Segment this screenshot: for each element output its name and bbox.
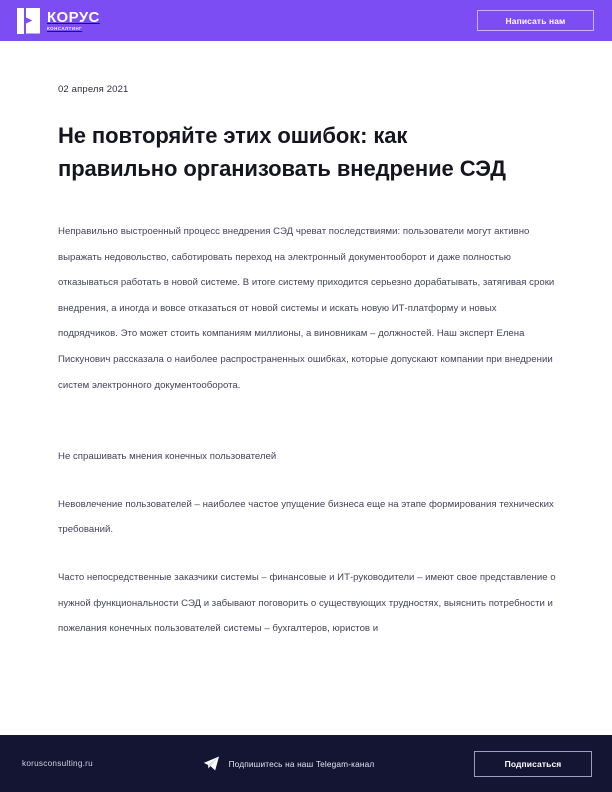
article-body [58,219,556,642]
site-footer [0,735,612,792]
footer-cta-text: Подпишитесь на наш Telegam-канал [228,758,375,769]
page-title: Не повторяйте этих ошибок: как правильно организовать внедрение СЭД [58,123,506,181]
korus-logo-icon [17,8,40,34]
footer-domain: korusconsulting.ru [22,759,93,768]
brand-logo-link[interactable] [17,8,100,34]
telegram-icon [203,756,220,771]
footer-telegram-cta [103,756,474,771]
brand-name: КОРУС [47,8,100,26]
article-paragraph: Неправильно выстроенный процесс внедрения СЭД чреват последствиями: пользователи могут активно выражать недовольство, саботировать переход на электронный документооборот и даже полностью отказываться работать в новой системе. В итоге систему приходится серьезно дорабатывать, затягивая сроки внедрения, а иногда и вовсе отказаться от новой системы и искать новую ИТ-платформу и новых подрядчиков. Это может стоить компаниям миллионы, а виновникам – должностей. Наш эксперт Елена Пискунович рассказала о наиболее распространенных ошибках, которые допускают компании при внедрении систем электронного документооборота. [58,226,555,391]
contact-us-button[interactable]: Написать нам [477,10,594,31]
brand-wordmark [47,10,100,31]
article-content [0,41,612,735]
article-date: 02 апреля 2021 [58,84,129,95]
brand-subtitle: КОНСАЛТИНГ [47,25,83,31]
article-subheading: Не спрашивать мнения конечных пользователей [58,451,277,463]
article-paragraph: Часто непосредственные заказчики системы – финансовые и ИТ-руководители – имеют свое представление о нужной функциональности СЭД и забывают поговорить о существующих трудностях, выяснить потребности и пожелания конечных пользователей системы – бухгалтеров, юристов и [58,571,556,635]
subscribe-button[interactable]: Подписаться [474,751,592,777]
site-header [0,0,612,41]
article-paragraph: Невовлечение пользователей – наиболее частое упущение бизнеса еще на этапе формирования технических требований. [58,498,554,536]
